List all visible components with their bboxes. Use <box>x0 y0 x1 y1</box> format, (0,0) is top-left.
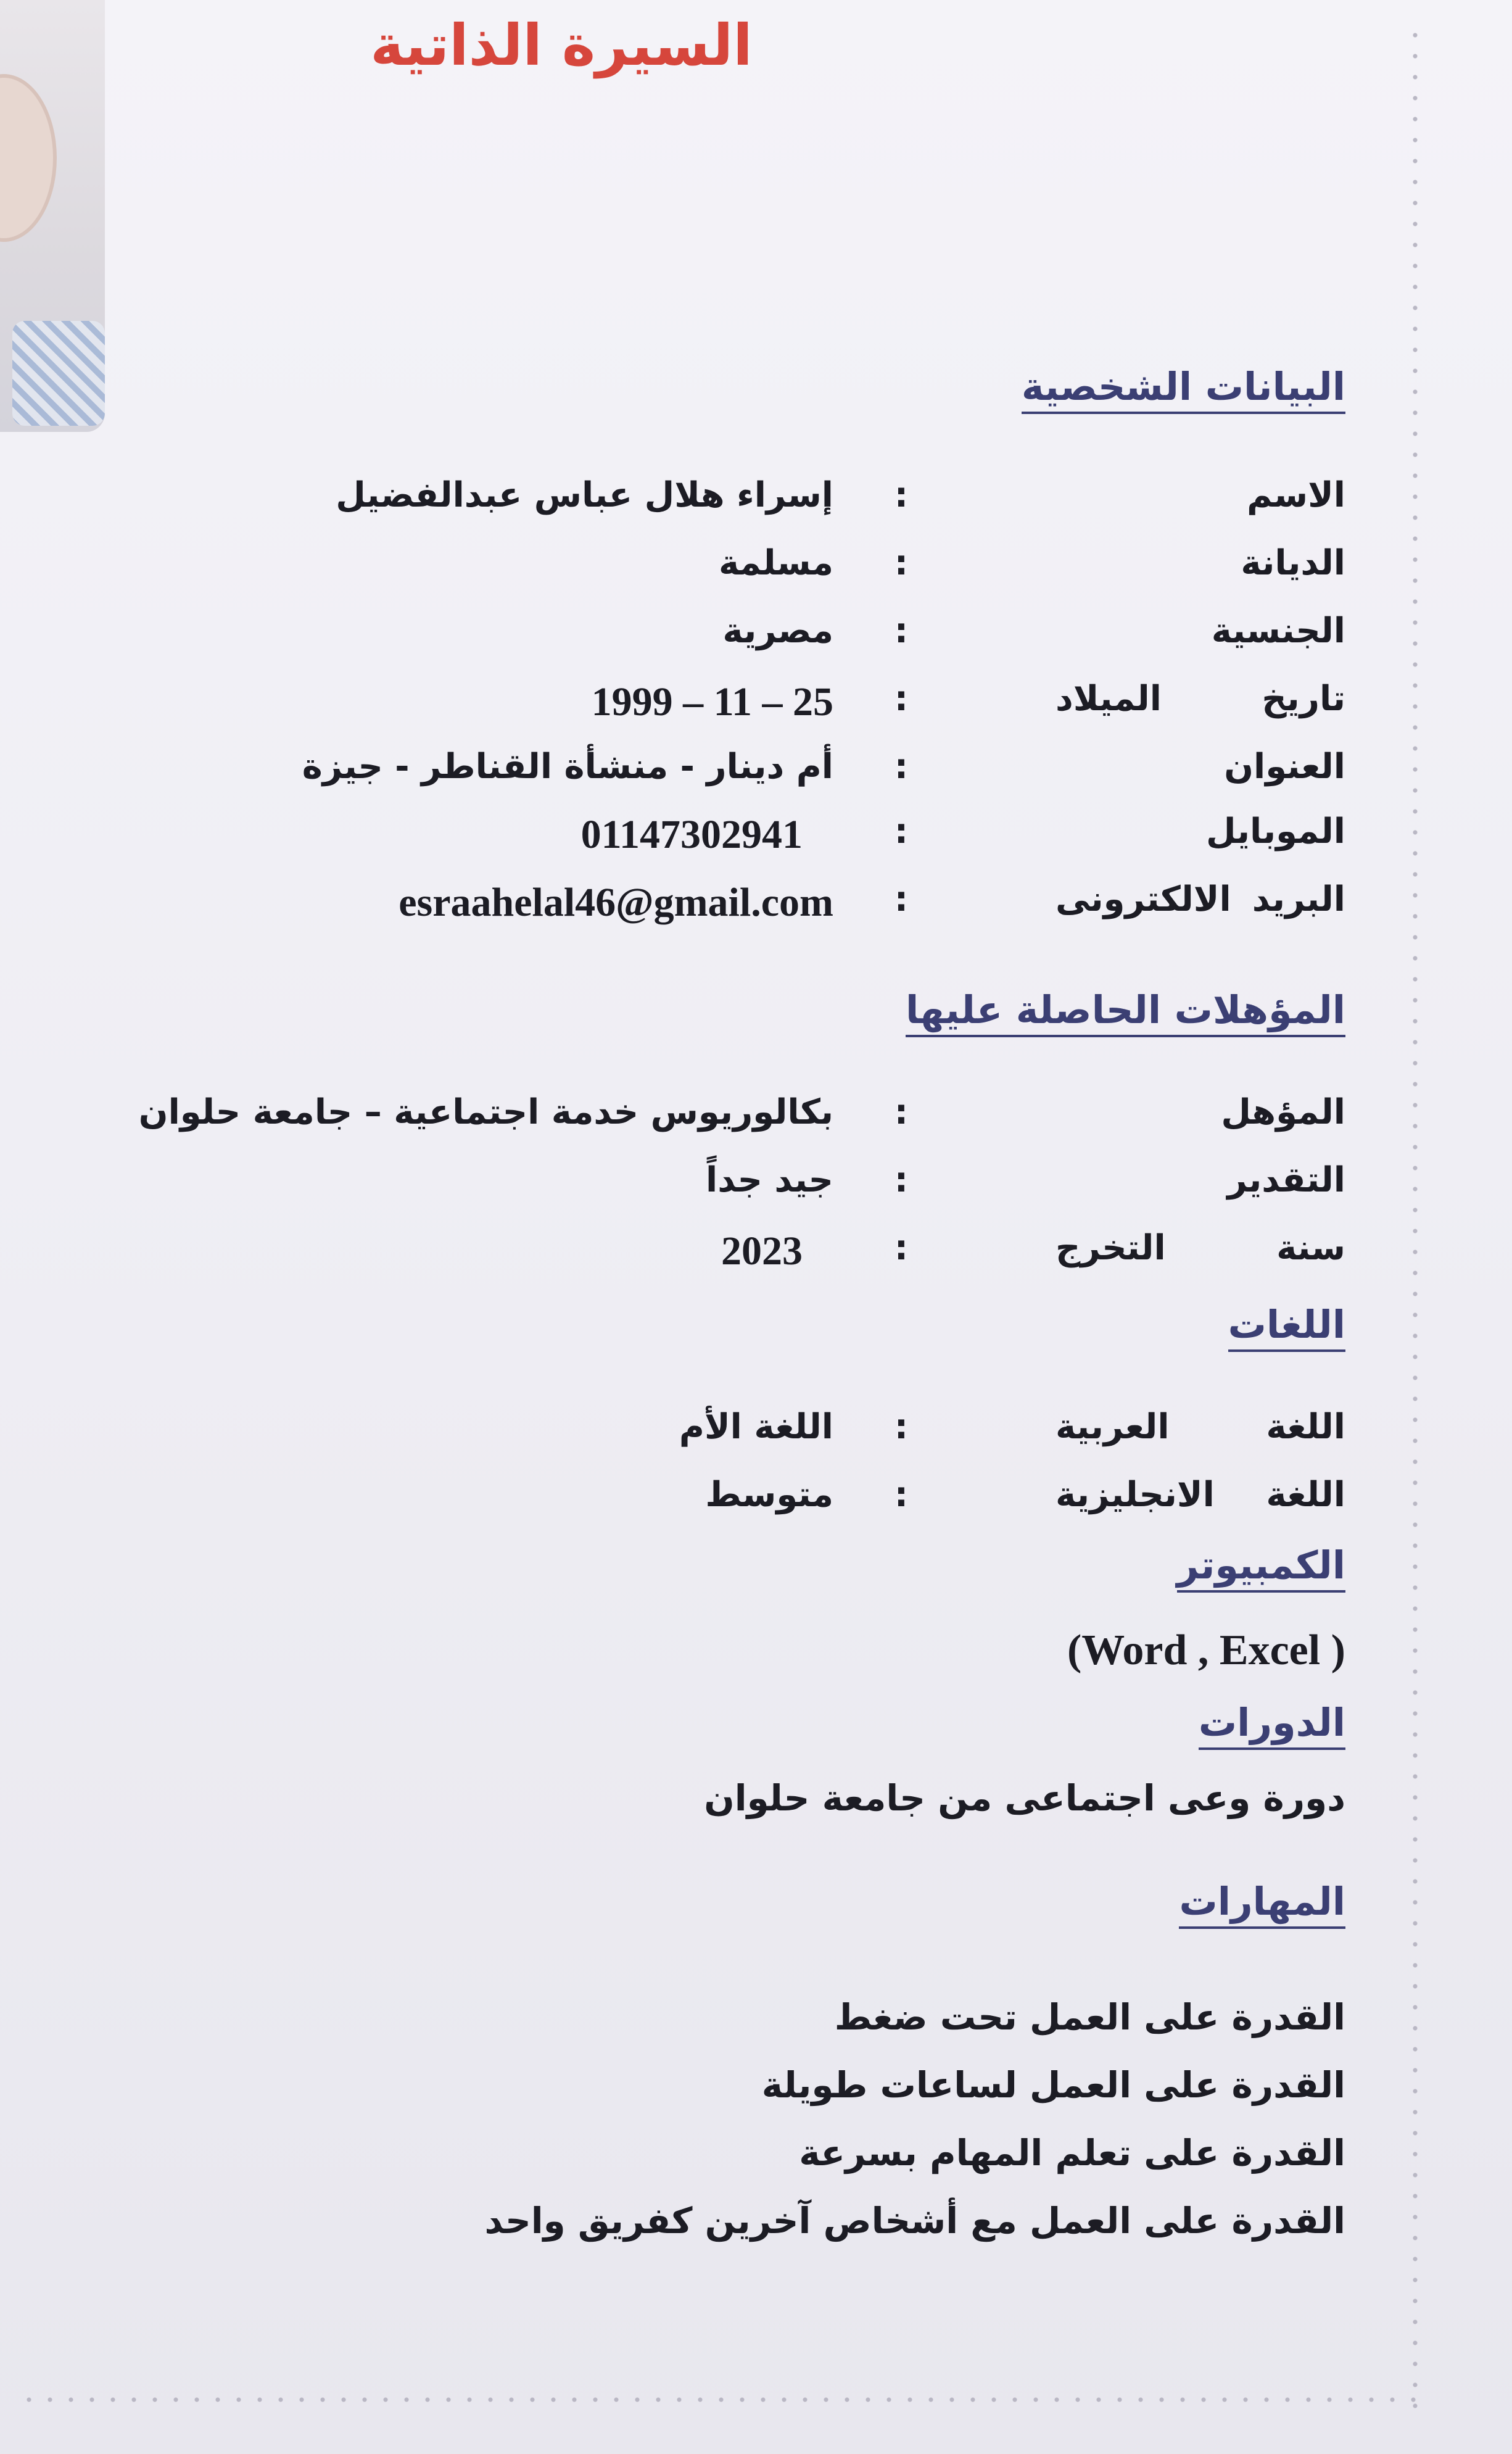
colon: : <box>894 1475 909 1515</box>
value: بكالوريوس خدمة اجتماعية – جامعة حلوان <box>138 1092 833 1132</box>
colon: : <box>894 1228 909 1268</box>
colon: : <box>894 611 909 651</box>
colon: : <box>894 1407 909 1447</box>
value: 01147302941 <box>580 812 803 857</box>
value: esraahelal46@gmail.com <box>399 880 833 925</box>
value: إسراء هلال عباس عبدالفضيل <box>336 475 833 515</box>
row-email <box>50 879 1345 935</box>
photo-face <box>0 74 57 242</box>
value: أم دينار - منشأة القناطر - جيزة <box>302 747 833 787</box>
label: العنوان <box>1224 747 1345 787</box>
skill-item: القدرة على العمل لساعات طويلة <box>761 2064 1345 2106</box>
label: سنة التخرج <box>1056 1228 1345 1268</box>
row-qualification <box>50 1092 1345 1148</box>
skill-item: القدرة على العمل مع أشخاص آخرين كفريق واحد <box>484 2200 1345 2242</box>
languages-heading: اللغات <box>1228 1302 1345 1352</box>
row-nationality <box>50 611 1345 666</box>
row-english <box>50 1475 1345 1530</box>
row-address <box>50 747 1345 802</box>
skill-item: القدرة على تعلم المهام بسرعة <box>799 2132 1345 2174</box>
profile-photo <box>0 0 105 432</box>
skill-item: القدرة على العمل تحت ضغط <box>834 1996 1345 2038</box>
row-grade <box>50 1160 1345 1216</box>
label: البريد الالكترونى <box>1056 879 1345 919</box>
skills-heading: المهارات <box>1179 1879 1345 1929</box>
colon: : <box>894 679 909 719</box>
colon: : <box>894 1160 909 1200</box>
label: اللغة العربية <box>1056 1407 1345 1447</box>
value: جيد جداً <box>706 1160 833 1200</box>
label: الاسم <box>1247 475 1345 515</box>
colon: : <box>894 879 909 919</box>
colon: : <box>894 747 909 787</box>
value: متوسط <box>705 1475 833 1515</box>
colon: : <box>894 1092 909 1132</box>
row-religion <box>50 543 1345 599</box>
label: الموبايل <box>1206 811 1345 852</box>
personal-heading: البيانات الشخصية <box>1022 364 1345 414</box>
value: مسلمة <box>718 543 833 583</box>
colon: : <box>894 543 909 583</box>
photo-scarf <box>12 321 105 426</box>
dotted-border-bottom <box>19 2394 1419 2405</box>
label: تاريخ الميلاد <box>1056 679 1345 719</box>
value: اللغة الأم <box>679 1407 833 1447</box>
row-arabic <box>50 1407 1345 1462</box>
value: 25 – 11 – 1999 <box>591 679 833 724</box>
label: اللغة الانجليزية <box>1056 1475 1345 1515</box>
row-graduation-year <box>50 1228 1345 1283</box>
qualifications-heading: المؤهلات الحاصلة عليها <box>906 987 1345 1037</box>
value: مصرية <box>722 611 833 651</box>
value: 2023 <box>721 1229 803 1274</box>
label: التقدير <box>1227 1160 1345 1200</box>
label: المؤهل <box>1221 1092 1345 1132</box>
row-mobile <box>50 811 1345 867</box>
courses-heading: الدورات <box>1199 1700 1345 1750</box>
dotted-border-right <box>1410 25 1421 2419</box>
computer-skills-text: (Word , Excel ) <box>1067 1627 1345 1674</box>
colon: : <box>894 475 909 515</box>
row-name <box>50 475 1345 531</box>
colon: : <box>894 811 909 852</box>
computer-heading: الكمبيوتر <box>1177 1543 1346 1593</box>
courses-text: دورة وعى اجتماعى من جامعة حلوان <box>704 1777 1345 1819</box>
page-title: السيرة الذاتية <box>370 12 753 78</box>
row-birthdate <box>50 679 1345 734</box>
label: الجنسية <box>1211 611 1345 651</box>
label: الديانة <box>1241 543 1345 583</box>
